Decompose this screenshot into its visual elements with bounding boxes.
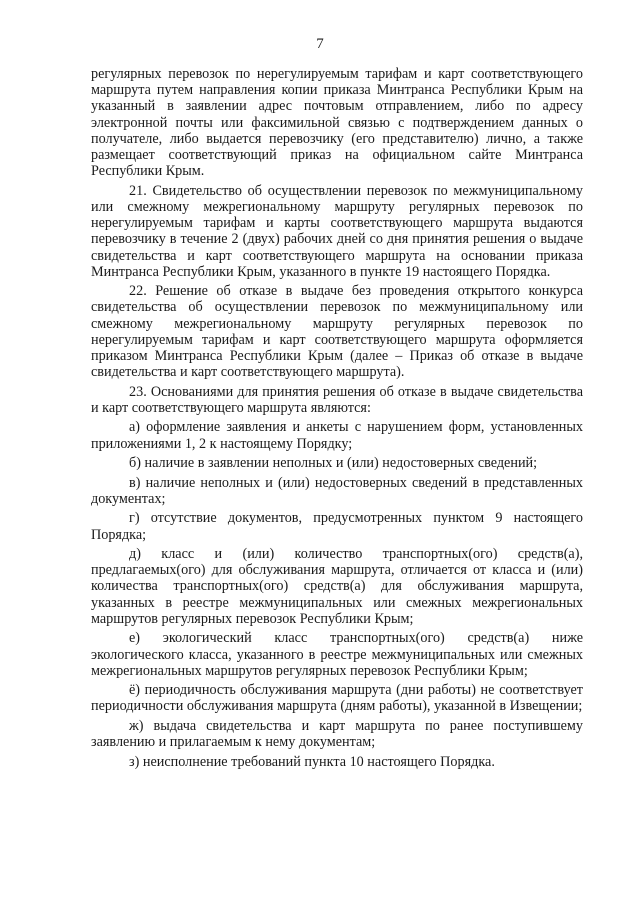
list-item-d: д) класс и (или) количество транспортных(ого) средств(а), предлагаемых(ого) для обслуживания маршрута, отличается от класса и (или) количества транспортных(ого) средств(а) для обслуживания маршрута, указанных в реестре межмуниципальных или смежных межрегиональных маршрутов регулярных перевозок Республики Крым; [91, 546, 583, 627]
list-item-zh: ж) выдача свидетельства и карт маршрута по ранее поступившему заявлению и прилагаемым к нему документам; [91, 717, 583, 751]
list-item-e: е) экологический класс транспортных(ого) средств(а) ниже экологического класса, указанного в реестре межмуниципальных или смежных межрегиональных маршрутов регулярных перевозок Республики Крым; [91, 630, 583, 679]
document-body [91, 66, 583, 773]
list-item-v: в) наличие неполных и (или) недостоверных сведений в представленных документах; [91, 474, 583, 507]
list-item-z: з) неисполнение требований пункта 10 настоящего Порядка. [129, 753, 495, 770]
paragraph-23: 23. Основаниями для принятия решения об отказе в выдаче свидетельства и карт соответствующего маршрута являются: [91, 383, 583, 416]
page-number: 7 [316, 36, 324, 52]
paragraph-21: 21. Свидетельство об осуществлении перевозок по межмуниципальному или смежному межрегиональному маршруту регулярных перевозок по нерегулируемым тарифам и карты соответствующего маршрута выдаются перевозчику в течение 2 (двух) рабочих дней со дня принятия решения о выдаче свидетельства и карт соответствующего маршрута на основании приказа Минтранса Республики Крым, указанного в пункте 19 настоящего Порядка. [91, 182, 583, 280]
list-item-yo: ё) периодичность обслуживания маршрута (дни работы) не соответствует периодичности обслуживания маршрута (дням работы), указанной в Извещении; [91, 682, 583, 715]
paragraph-22: 22. Решение об отказе в выдаче без проведения открытого конкурса свидетельства об осуществлении перевозок по межмуниципальному или смежному межрегиональному маршруту регулярных перевозок по нерегулируемым тарифам и карт соответствующего маршрута оформляется приказом Минтранса Республики Крым (далее – Приказ об отказе в выдаче свидетельства и карт соответствующего маршрута). [91, 283, 583, 381]
list-item-g: г) отсутствие документов, предусмотренных пунктом 9 настоящего Порядка; [91, 510, 583, 543]
paragraph-continuation: регулярных перевозок по нерегулируемым тарифам и карт соответствующего маршрута путем направления копии приказа Минтранса Республики Крым на указанный в заявлении адрес почтовым отправлением, либо по адресу электронной почты или факсимильной связью с подтверждением данных о получателе, либо выдается перевозчику (его представителю) лично, а также размещает соответствующий приказ на официальном сайте Минтранса Республики Крым. [91, 66, 583, 180]
list-item-a: а) оформление заявления и анкеты с нарушением форм, установленных приложениями 1, 2 к настоящему Порядку; [91, 419, 583, 452]
list-item-b: б) наличие в заявлении неполных и (или) недостоверных сведений; [129, 455, 538, 472]
